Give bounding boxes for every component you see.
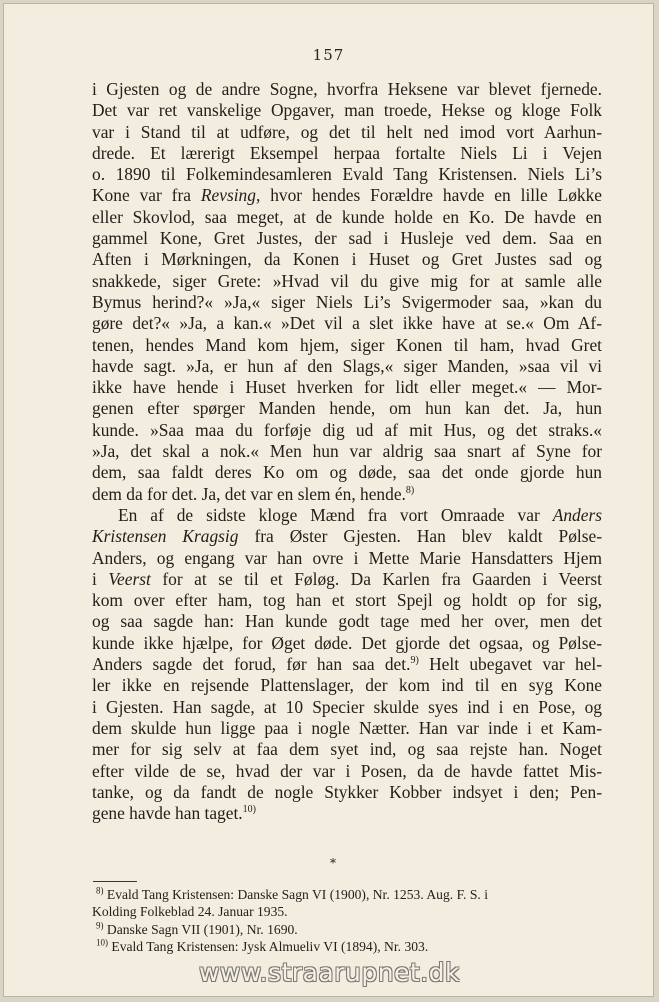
- text-line: efter vilde de se, hvad der var i Posen, da de havde fattet Mis-: [92, 760, 602, 781]
- text-run: gene havde han taget.: [92, 803, 243, 824]
- body-text: [92, 79, 602, 824]
- footnote: [92, 903, 612, 920]
- text-line: kom over efter ham, tog han et stort Spejl og holdt op for sig,: [92, 590, 602, 611]
- text-line: [92, 505, 602, 526]
- text-run: En af de sidste kloge Mænd fra vort Omraade var: [118, 504, 553, 525]
- text-line: dem skulde hun ligge paa i nogle Nætter. Han var inde i et Kam-: [92, 717, 602, 738]
- footnote-ref: 10): [242, 804, 256, 816]
- text-line: var i Stand til at udføre, og det til helt ned imod vort Aarhun-: [92, 121, 602, 142]
- text-line: Anders, og engang var han ovre i Mette Marie Hansdatters Hjem: [92, 547, 602, 568]
- text-line: genen efter spørger Manden hende, om hun kan det. Ja, hun: [92, 398, 602, 419]
- book-page: [3, 3, 654, 997]
- text-run: Kone var fra: [92, 185, 201, 206]
- section-separator: *: [330, 856, 336, 870]
- text-line: Aften i Mørkningen, da Konen i Huset og Gret Justes sad og: [92, 249, 602, 270]
- footnote-number: 10): [96, 937, 108, 948]
- page-number: 157: [312, 46, 345, 64]
- footnote-text: Kolding Folkeblad 24. Januar 1935.: [92, 904, 288, 920]
- italic-name: Anders: [552, 504, 602, 525]
- text-line: kunde. »Saa maa du forføje dig ud af mit Hus, og det straks.«: [92, 419, 602, 440]
- footnote-ref: 9): [410, 655, 419, 667]
- text-run: for at se til et Føløg. Da Karlen fra Gaarden i Veerst: [150, 568, 602, 589]
- footnote-number: 9): [96, 920, 104, 931]
- text-line: [92, 654, 602, 675]
- text-run: Helt ubegavet var hel-: [418, 654, 602, 675]
- paragraph-2: [92, 505, 602, 824]
- text-line: Det var ret vanskelige Opgaver, man troede, Hekse og kloge Folk: [92, 100, 602, 121]
- text-line: tenen, hendes Mand kom hjem, siger Konen til ham, hvad Gret: [92, 334, 602, 355]
- text-run: i: [92, 568, 109, 589]
- footnote-number: 8): [96, 885, 104, 896]
- text-line: gammel Kone, Gret Justes, der sad i Husleje ved dem. Saa en: [92, 228, 602, 249]
- footnote: [92, 938, 612, 955]
- text-run: fra Øster Gjesten. Han blev kaldt Pølse-: [238, 526, 603, 547]
- footnote: [92, 886, 612, 903]
- italic-name: Veerst: [108, 568, 151, 589]
- footnote-text: Evald Tang Kristensen: Danske Sagn VI (1900), Nr. 1253. Aug. F. S. i: [103, 887, 488, 902]
- text-line: snakkede, siger Grete: »Hvad vil du give mig for at samle alle: [92, 270, 602, 291]
- italic-name: Revsing,: [200, 185, 261, 206]
- text-line: gøre det?« »Ja, a kan.« »Det vil a slet ikke have at se.« Om Af-: [92, 313, 602, 334]
- text-run: Anders sagde det forud, før han saa det.: [92, 654, 411, 675]
- text-line: havde sagt. »Ja, er hun af den Slags,« siger Manden, »saa vil vi: [92, 355, 602, 376]
- paragraph-1: [92, 79, 602, 505]
- text-line: i Gjesten og de andre Sogne, hvorfra Heksene var blevet fjernede.: [92, 79, 602, 99]
- text-line: [92, 569, 602, 590]
- text-line: [92, 185, 602, 206]
- text-line: [92, 484, 602, 505]
- text-line: dem, saa faldt deres Ko om og døde, saa det onde gjorde hun: [92, 462, 602, 483]
- text-line: o. 1890 til Folkemindesamleren Evald Tang Kristensen. Niels Li’s: [92, 164, 602, 185]
- footnote-ref: 8): [405, 484, 415, 496]
- text-line: kunde ikke hjælpe, for Øget døde. Det gjorde det ogsaa, og Pølse-: [92, 632, 602, 653]
- text-line: tanke, og da fandt de nogle Stykker Kobber indsyet i den; Pen-: [92, 781, 602, 802]
- text-line: og saa sagde han: Han kunde godt tage med her over, men det: [92, 611, 602, 632]
- text-line: ler ikke en rejsende Plattenslager, der kom ind til en syg Kone: [92, 675, 602, 696]
- text-line: eller Skovlod, saa meget, at de kunde holde en Ko. De havde en: [92, 206, 602, 227]
- text-run: dem da for det. Ja, det var en slem én, hende.: [92, 483, 406, 504]
- footnote-text: Evald Tang Kristensen: Jysk Almueliv VI (1894), Nr. 303.: [108, 939, 429, 955]
- text-line: ikke have hende i Huset hverken for lidt eller meget.« — Mor-: [92, 377, 602, 398]
- text-line: [92, 526, 602, 547]
- text-line: Bymus herind?« »Ja,« siger Niels Li’s Svigermoder saa, »kan du: [92, 291, 602, 312]
- watermark-text: www.straarupnet.dk: [198, 958, 461, 987]
- footnotes: [92, 886, 612, 956]
- text-line: mer for sig selv at faa dem syet ind, og saa rejste han. Noget: [92, 739, 602, 760]
- footnote-text: Danske Sagn VII (1901), Nr. 1690.: [103, 921, 298, 937]
- text-line: drede. Et lærerigt Eksempel herpaa fortalte Niels Li i Vejen: [92, 142, 602, 163]
- text-run: hvor hendes Forældre havde en lille Løkke: [260, 185, 602, 206]
- text-line: »Ja, det skal a nok.« Men hun var aldrig saa snart af Syne for: [92, 441, 602, 462]
- italic-name: Kristensen Kragsig: [92, 526, 239, 547]
- text-line: [92, 803, 602, 824]
- footnote: [92, 921, 612, 938]
- text-line: i Gjesten. Han sagde, at 10 Specier skulde syes ind i en Pose, og: [92, 696, 602, 717]
- footnote-rule: [93, 881, 137, 882]
